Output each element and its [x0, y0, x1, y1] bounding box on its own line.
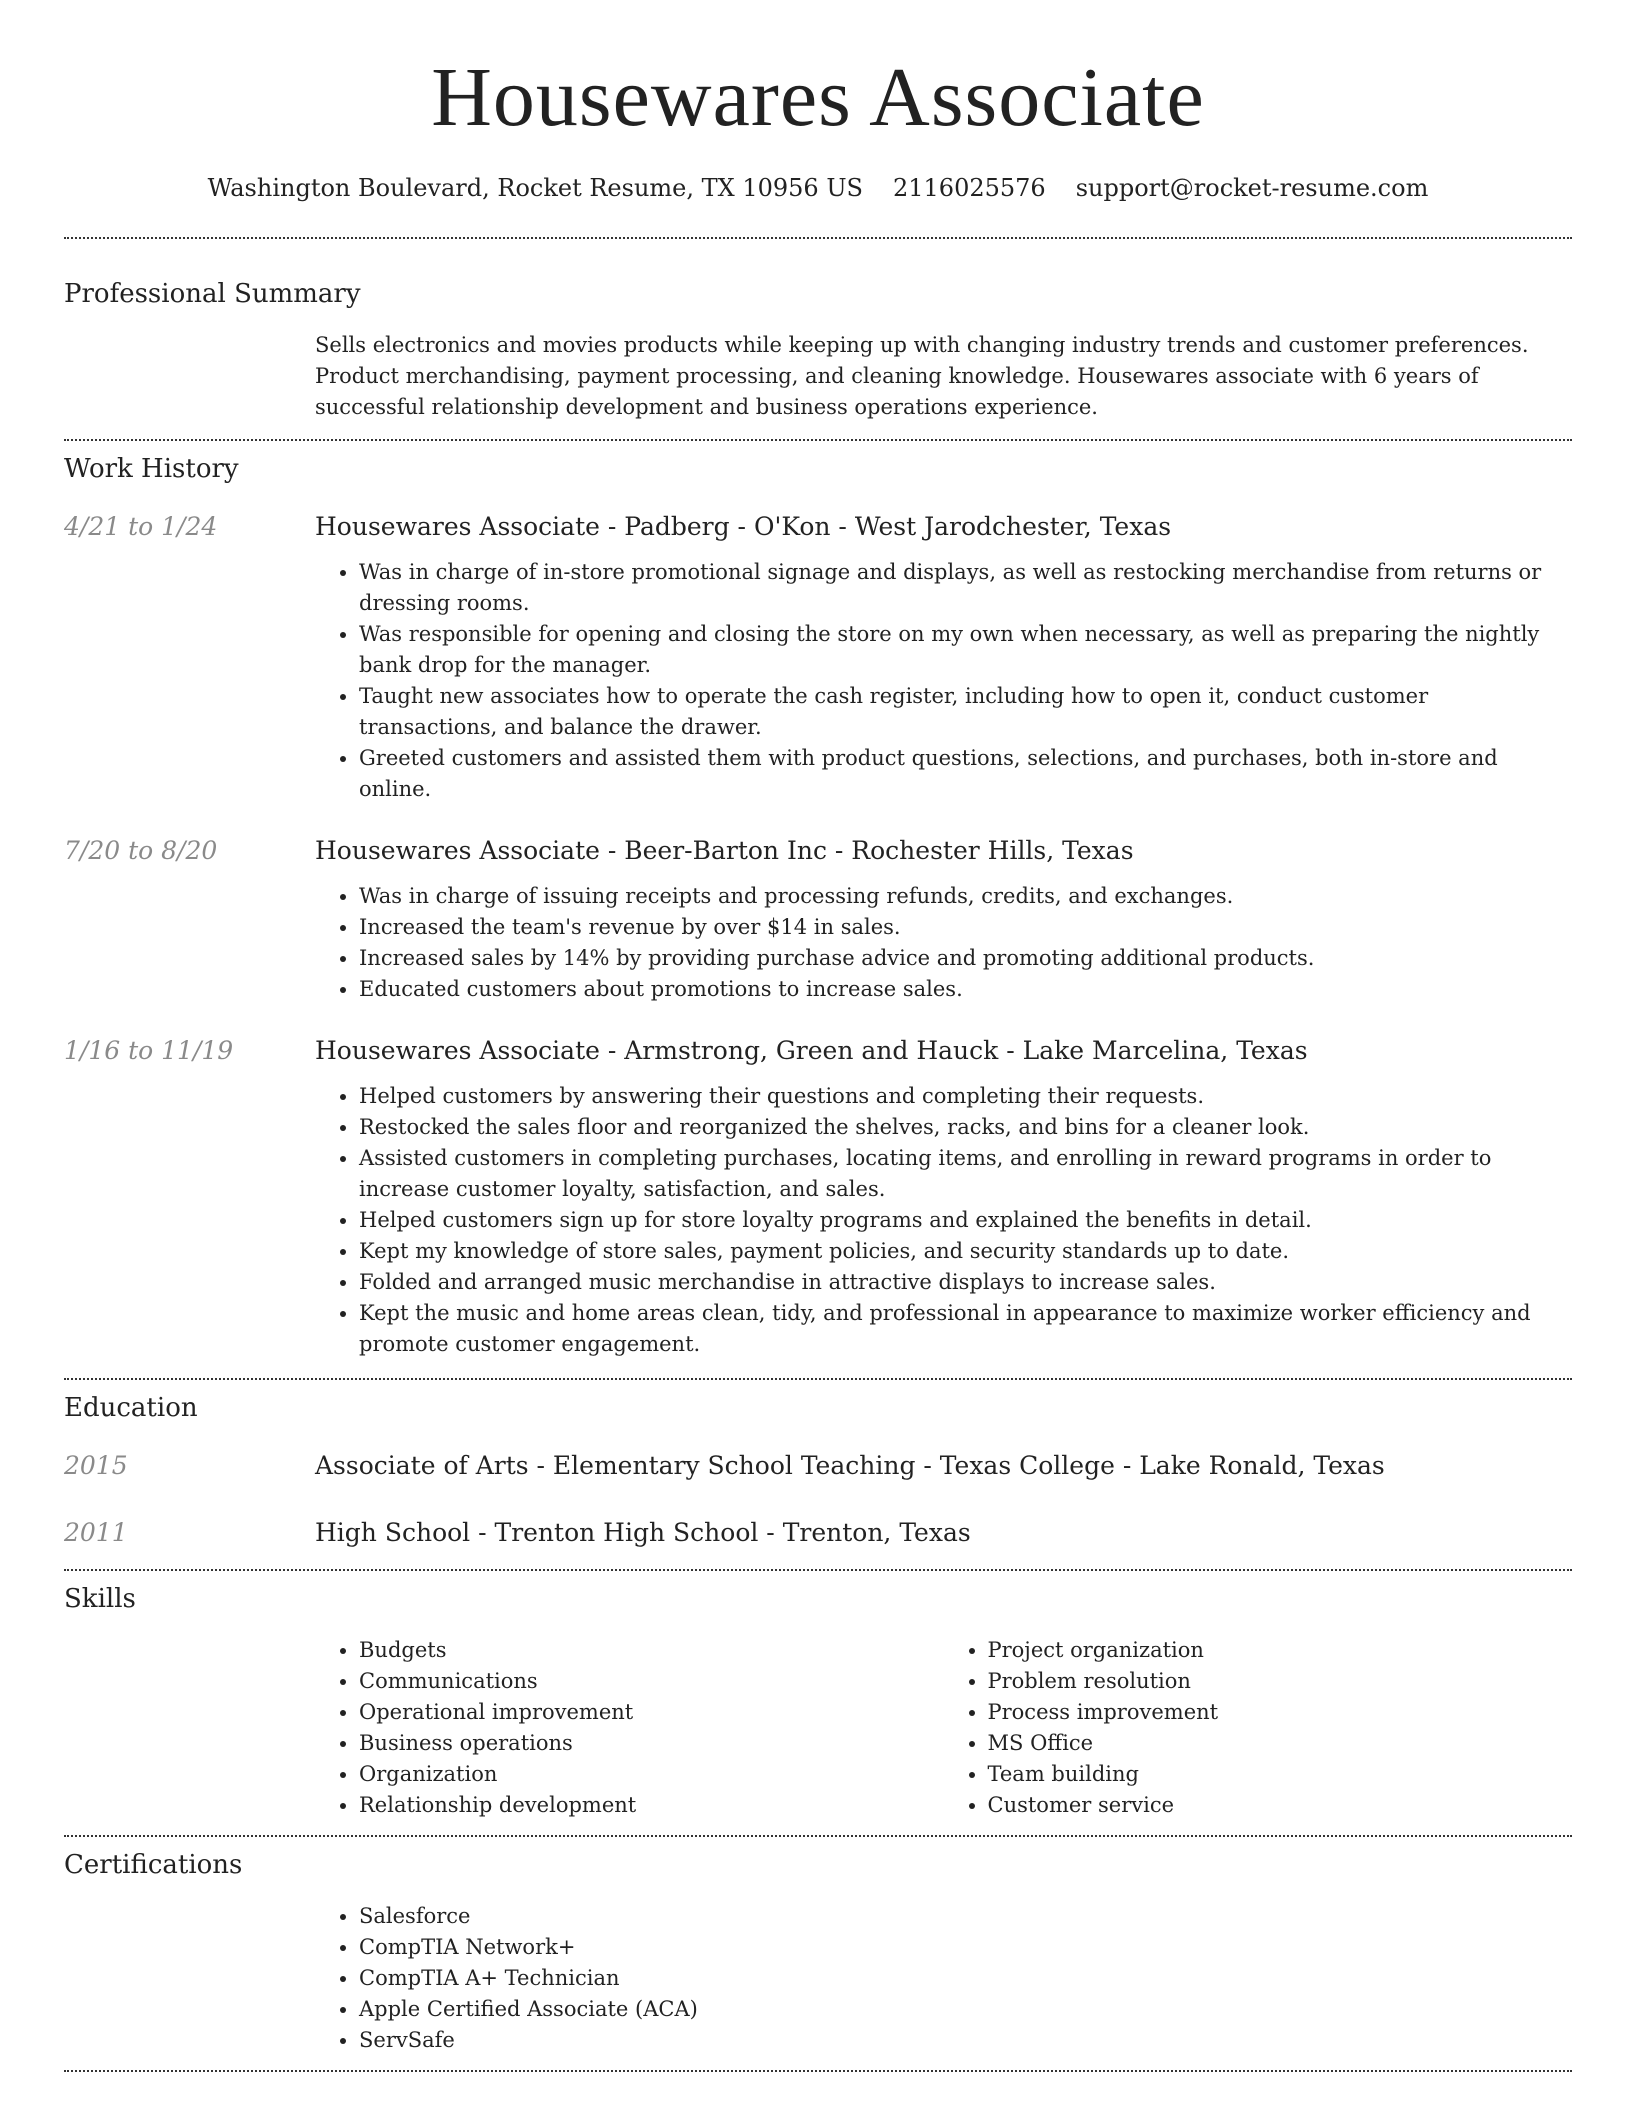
- list-item: • Team building: [988, 1759, 1573, 1790]
- list-item: • Business operations: [359, 1728, 944, 1759]
- divider: [64, 1378, 1572, 1380]
- job-details: [315, 1035, 1572, 1360]
- job-bullets: [315, 557, 1572, 805]
- list-item: • Helped customers by answering their questions and completing their requests.: [359, 1081, 1572, 1112]
- list-item: • Kept the music and home areas clean, tidy, and professional in appearance to maximize worker efficiency and promote customer engagement.: [359, 1298, 1572, 1360]
- list-item: • Greeted customers and assisted them with product questions, selections, and purchases, both in-store and online.: [359, 743, 1572, 805]
- skills-columns: [315, 1635, 1572, 1821]
- job-dates: 1/16 to 11/19: [64, 1036, 234, 1065]
- job-dates: 4/21 to 1/24: [64, 512, 218, 541]
- education-year: 2011: [64, 1518, 128, 1547]
- education-entry: [64, 1517, 1572, 1549]
- section-heading-work-history: Work History: [64, 454, 239, 484]
- divider: [64, 237, 1572, 239]
- contact-line: [64, 172, 1572, 204]
- list-item: • Was in charge of issuing receipts and processing refunds, credits, and exchanges.: [359, 881, 1572, 912]
- education-entry: [64, 1450, 1572, 1482]
- resume-page: [64, 0, 1572, 2072]
- job-dates: 7/20 to 8/20: [64, 836, 218, 865]
- job-details: [315, 511, 1572, 805]
- list-item: • Restocked the sales floor and reorganized the shelves, racks, and bins for a cleaner look.: [359, 1112, 1572, 1143]
- list-item: • Taught new associates how to operate the cash register, including how to open it, conduct customer transactions, and balance the drawer.: [359, 681, 1572, 743]
- job-entry: [64, 835, 1572, 1005]
- divider: [64, 1569, 1572, 1571]
- list-item: • CompTIA A+ Technician: [359, 1963, 975, 1994]
- summary-text: Sells electronics and movies products while keeping up with changing industry trends and customer preferences. Product merchandising, payment processing, and cleaning knowledge. Housewares associate with 6 years of successful relationship development and business operations experience.: [315, 333, 1529, 419]
- list-item: • Apple Certified Associate (ACA): [359, 1994, 975, 2025]
- certifications-list: [315, 1901, 975, 2056]
- job-title: Housewares Associate - Armstrong, Green and Hauck - Lake Marcelina, Texas: [315, 1036, 1308, 1065]
- divider: [64, 1835, 1572, 1837]
- candidate-name: Housewares Associate: [431, 51, 1205, 144]
- list-item: • Relationship development: [359, 1790, 944, 1821]
- certifications-column: [315, 1901, 1572, 2056]
- contact-address: Washington Boulevard, Rocket Resume, TX 10956 US: [207, 174, 863, 202]
- contact-phone: 2116025576: [893, 174, 1046, 202]
- list-item: • Was in charge of in-store promotional signage and displays, as well as restocking merchandise from returns or dressing rooms.: [359, 557, 1572, 619]
- education-title: High School - Trenton High School - Trenton, Texas: [315, 1518, 971, 1547]
- list-item: • Folded and arranged music merchandise in attractive displays to increase sales.: [359, 1267, 1572, 1298]
- list-item: • Communications: [359, 1666, 944, 1697]
- list-item: • Organization: [359, 1759, 944, 1790]
- section-heading-summary: Professional Summary: [64, 279, 361, 309]
- job-title: Housewares Associate - Beer-Barton Inc - Rochester Hills, Texas: [315, 836, 1134, 865]
- job-bullets: [315, 1081, 1572, 1360]
- section-heading-skills: Skills: [64, 1584, 136, 1614]
- list-item: • Was responsible for opening and closing the store on my own when necessary, as well as preparing the nightly bank drop for the manager.: [359, 619, 1572, 681]
- list-item: • Kept my knowledge of store sales, payment policies, and security standards up to date.: [359, 1236, 1572, 1267]
- list-item: • Increased the team's revenue by over $14 in sales.: [359, 912, 1572, 943]
- list-item: • Budgets: [359, 1635, 944, 1666]
- list-item: • Process improvement: [988, 1697, 1573, 1728]
- list-item: • Helped customers sign up for store loyalty programs and explained the benefits in detail.: [359, 1205, 1572, 1236]
- list-item: • ServSafe: [359, 2025, 975, 2056]
- education-year: 2015: [64, 1451, 128, 1480]
- skills-list-right: [944, 1635, 1573, 1821]
- job-title: Housewares Associate - Padberg - O'Kon - West Jarodchester, Texas: [315, 512, 1172, 541]
- job-entry: [64, 1035, 1572, 1360]
- list-item: • Salesforce: [359, 1901, 975, 1932]
- job-entry: [64, 511, 1572, 805]
- job-details: [315, 835, 1572, 1005]
- list-item: • CompTIA Network+: [359, 1932, 975, 1963]
- divider: [64, 439, 1572, 441]
- education-title: Associate of Arts - Elementary School Teaching - Texas College - Lake Ronald, Texas: [315, 1451, 1385, 1480]
- list-item: • MS Office: [988, 1728, 1573, 1759]
- section-heading-education: Education: [64, 1393, 198, 1423]
- list-item: • Operational improvement: [359, 1697, 944, 1728]
- contact-email[interactable]: support@rocket-resume.com: [1075, 174, 1429, 202]
- list-item: • Project organization: [988, 1635, 1573, 1666]
- divider: [64, 2070, 1572, 2072]
- list-item: • Educated customers about promotions to increase sales.: [359, 974, 1572, 1005]
- list-item: • Customer service: [988, 1790, 1573, 1821]
- list-item: • Assisted customers in completing purchases, locating items, and enrolling in reward programs in order to increase customer loyalty, satisfaction, and sales.: [359, 1143, 1572, 1205]
- list-item: • Problem resolution: [988, 1666, 1573, 1697]
- list-item: • Increased sales by 14% by providing purchase advice and promoting additional products.: [359, 943, 1572, 974]
- skills-list-left: [315, 1635, 944, 1821]
- section-heading-certifications: Certifications: [64, 1850, 243, 1880]
- job-bullets: [315, 881, 1572, 1005]
